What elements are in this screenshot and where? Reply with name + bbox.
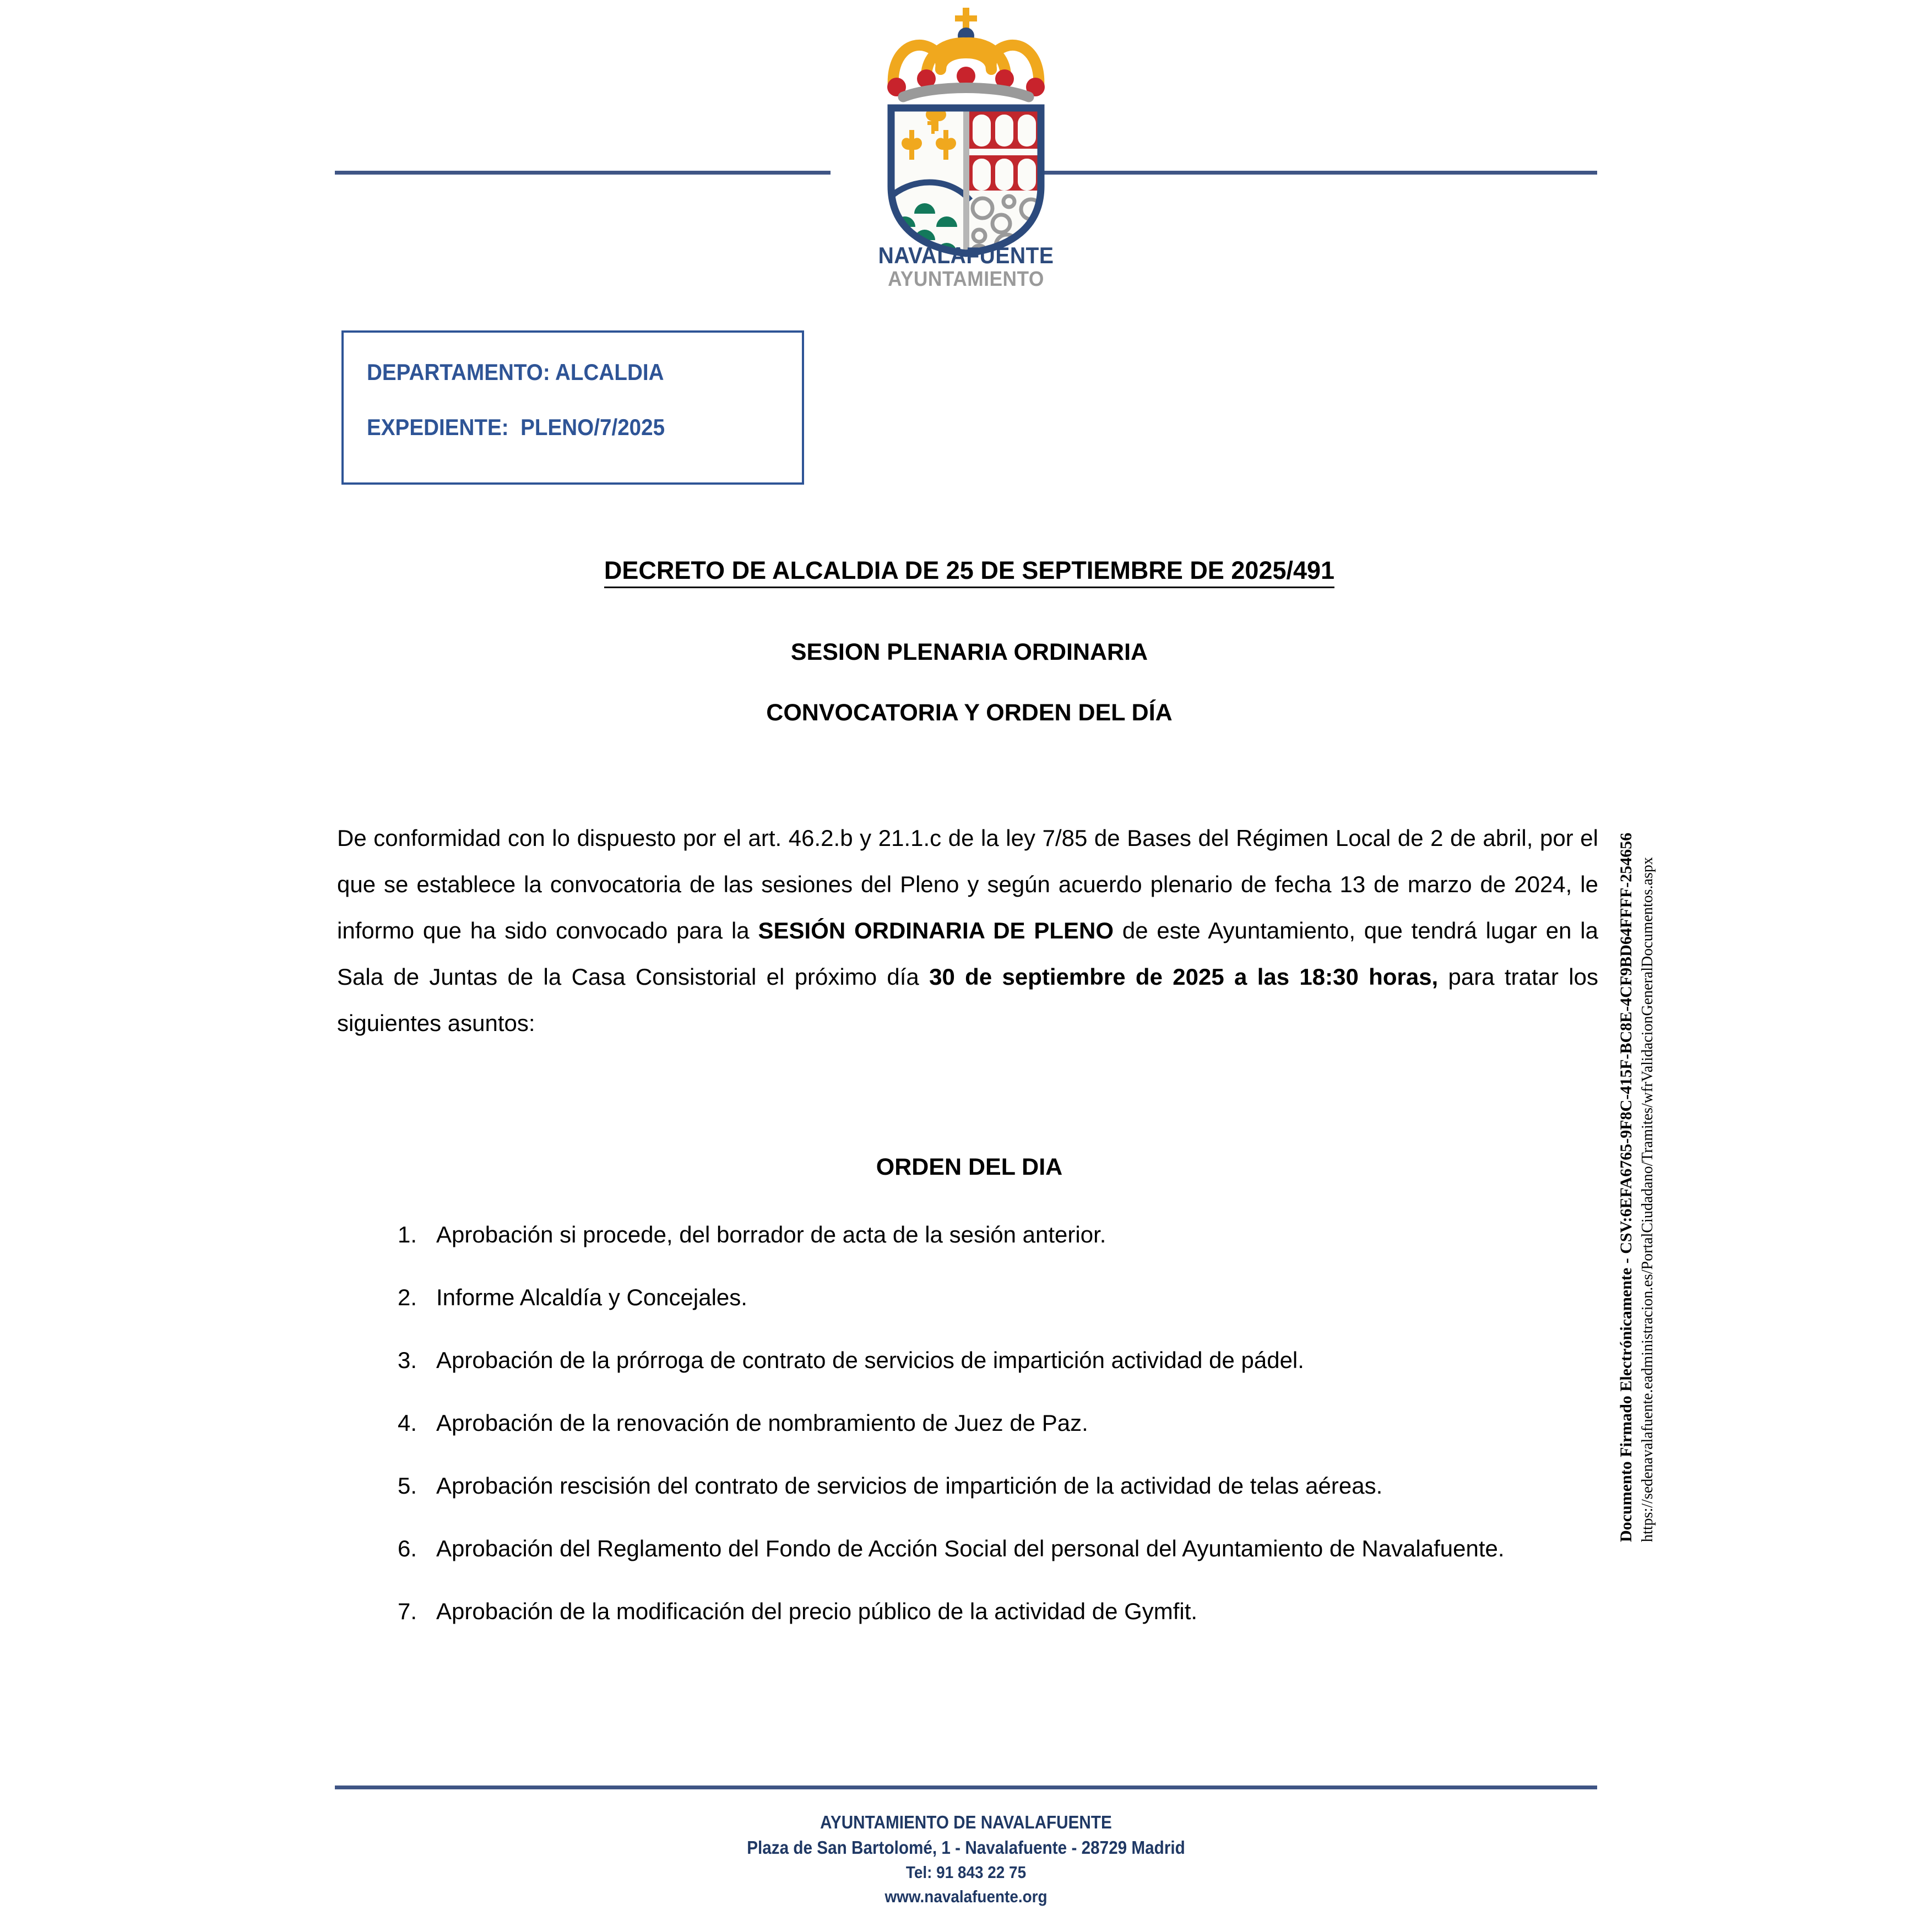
agenda-item-text: Aprobación si procede, del borrador de acta de la sesión anterior. (436, 1222, 1106, 1247)
agenda-item-text: Aprobación rescisión del contrato de servicios de impartición de la actividad de telas aéreas. (436, 1473, 1383, 1499)
expediente-label: EXPEDIENTE: PLENO/7/2025 (367, 414, 665, 440)
department-label: DEPARTAMENTO: ALCALDIA (367, 359, 664, 385)
agenda-item (337, 1274, 1598, 1321)
agenda-item (337, 1337, 1598, 1383)
footer-rule (335, 1786, 1597, 1789)
decree-title (341, 556, 1597, 585)
municipal-crest (857, 4, 1075, 291)
agenda-item-number: 2. (398, 1284, 417, 1310)
footer-address: Plaza de San Bartolomé, 1 - Navalafuente - 28729 Madrid (747, 1837, 1185, 1858)
agenda-item-text: Informe Alcaldía y Concejales. (436, 1284, 747, 1310)
agenda-item (337, 1588, 1598, 1635)
agenda-item (337, 1212, 1598, 1258)
agenda-heading: ORDEN DEL DIA (876, 1154, 1063, 1180)
body-bold-sesion-ordinaria: SESIÓN ORDINARIA DE PLENO (758, 918, 1114, 943)
agenda-item (337, 1526, 1598, 1572)
body-paragraph (337, 815, 1598, 1046)
agenda-item-text: Aprobación del Reglamento del Fondo de Acción Social del personal del Ayuntamiento de Navalafuente. (436, 1535, 1505, 1561)
header-rule-left (335, 171, 831, 175)
convocation-subtitle: CONVOCATORIA Y ORDEN DEL DÍA (766, 699, 1173, 726)
agenda-item-text: Aprobación de la prórroga de contrato de servicios de impartición actividad de pádel. (436, 1347, 1304, 1373)
body-text-part-2: de este Ayuntamiento, que tendrá lugar en la Sala de Juntas de la Casa Consistorial el próximo día (337, 918, 1598, 990)
body-text-part-1: De conformidad con lo dispuesto por el art. 46.2.b y 21.1.c de la ley 7/85 de Bases del Régimen Local de 2 de abril, por el que se establece la convocatoria de las sesiones del Pleno y según acuerdo plenario de fecha 13 de marzo de 2024, le informo que ha sido convocado para la (337, 825, 1598, 943)
agenda-item-number: 3. (398, 1347, 417, 1373)
decree-title-text: DECRETO DE ALCALDIA DE 25 DE SEPTIEMBRE DE 2025/491 (604, 556, 1334, 588)
department-info-box (341, 330, 804, 485)
body-text-part-3: para tratar los siguientes asuntos: (337, 964, 1598, 1036)
agenda-item (337, 1463, 1598, 1509)
agenda-item-number: 6. (398, 1535, 417, 1561)
agenda-list (337, 1212, 1598, 1651)
session-subtitle: SESION PLENARIA ORDINARIA (790, 639, 1148, 665)
document-header (0, 0, 1932, 297)
agenda-item (337, 1400, 1598, 1446)
footer-organization: AYUNTAMIENTO DE NAVALAFUENTE (820, 1812, 1112, 1832)
agenda-item-number: 4. (398, 1410, 417, 1436)
crest-subtitle: AYUNTAMIENTO (888, 268, 1044, 291)
agenda-item-number: 7. (398, 1598, 417, 1624)
electronic-signature-sidebar (1597, 710, 1658, 1548)
validation-url-text[interactable]: https://sedenavalafuente.eadministracion.es/PortalCiudadano/Tramites/wfrValidacionGeneralDocumentos.aspx (1639, 857, 1656, 1542)
coat-of-arms-icon (857, 4, 1075, 258)
body-bold-datetime: 30 de septiembre de 2025 a las 18:30 horas, (929, 964, 1439, 990)
footer-website[interactable]: www.navalafuente.org (884, 1887, 1048, 1906)
crest-name: NAVALAFUENTE (878, 242, 1054, 268)
agenda-item-text: Aprobación de la modificación del precio público de la actividad de Gymfit. (436, 1598, 1198, 1624)
csv-signature-text: Documento Firmado Electrónicamente - CSV:6EFA6765-9F8C-415F-BC8E-4CF9BD64FFFF-254656 (1617, 832, 1635, 1542)
agenda-item-number: 1. (398, 1222, 417, 1247)
agenda-item-number: 5. (398, 1473, 417, 1499)
header-rule-right (1027, 171, 1597, 175)
document-footer (335, 1812, 1597, 1907)
footer-phone: Tel: 91 843 22 75 (905, 1863, 1027, 1882)
agenda-item-text: Aprobación de la renovación de nombramiento de Juez de Paz. (436, 1410, 1088, 1436)
